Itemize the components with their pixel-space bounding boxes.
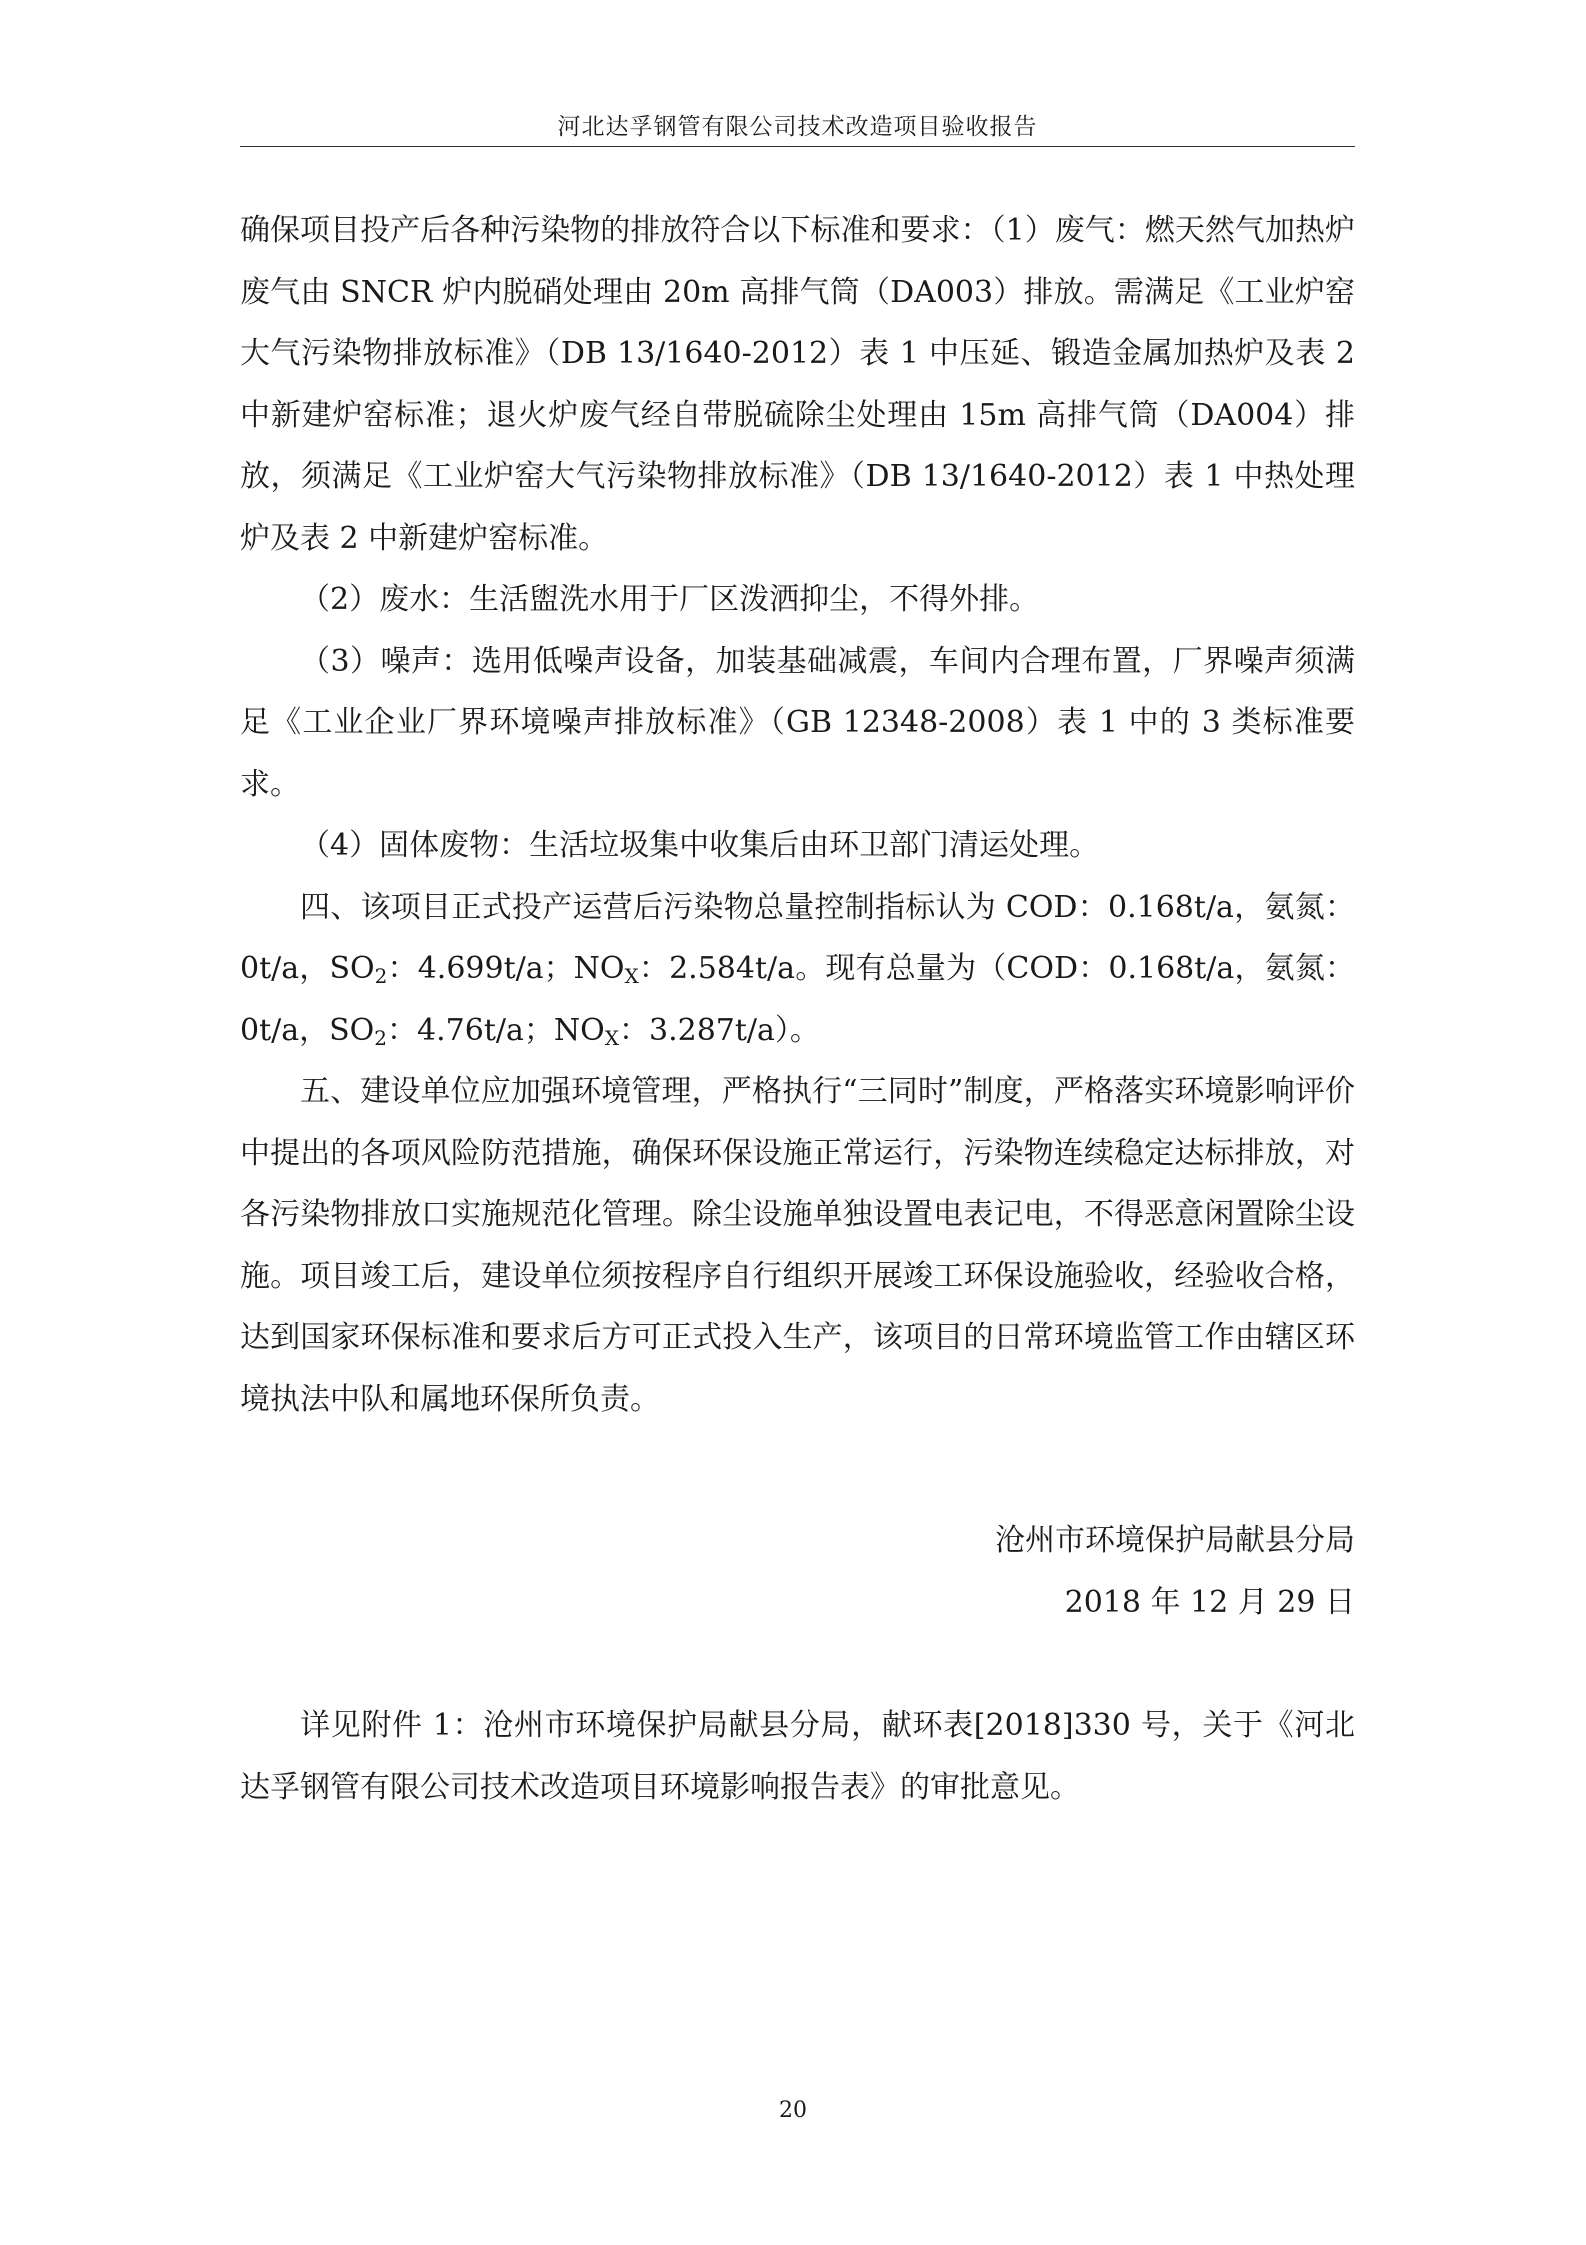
- emission-text-1: 四、该项目正式投产运营后污染物总量控制指标认为 COD：0.168t/a，氨氮：0t/a，SO: [240, 889, 1355, 986]
- page-number: 20: [779, 2098, 807, 2123]
- emission-text-5: ：3.287t/a）。: [618, 1012, 820, 1048]
- subscript-2: 2: [374, 1025, 388, 1050]
- attachment-text: 详见附件 1：沧州市环境保护局献县分局，献环表[2018]330 号，关于《河北达孚钢管有限公司技术改造项目环境影响报告表》的审批意见。: [240, 1708, 1355, 1805]
- subscript-2: 2: [374, 964, 388, 988]
- subscript-x: X: [604, 1025, 619, 1050]
- paragraph-wastewater: （2）废水：生活盥洗水用于厂区泼洒抑尘，不得外排。: [300, 582, 1040, 617]
- emission-text-3: ：2.584t/a。现有总量为（COD：0.168t/a，氨氮：0t/a，SO: [240, 951, 1355, 1048]
- signature-block: [240, 1510, 1355, 1634]
- paragraph-exhaust-gas: 确保项目投产后各种污染物的排放符合以下标准和要求：（1）废气：燃天然气加热炉废气由 SNCR 炉内脱硝处理由 20m 高排气筒（DA003）排放。需满足《工业炉窑大气污染物排放标准》（DB 13/1640-2012）表 1 中压延、锻造金属加热炉及表 2 中新建炉窑标准；退火炉废气经自带脱硫除尘处理由 15m 高排气筒（DA004）排放，须满足《工业炉窑大气污染物排放标准》（DB 13/1640-2012）表 1 中热处理炉及表 2 中新建炉窑标准。: [240, 213, 1355, 556]
- subscript-x: X: [624, 964, 639, 988]
- paragraph-total-emission-control: [240, 877, 1355, 1062]
- report-header-title: 河北达孚钢管有限公司技术改造项目验收报告: [557, 114, 1038, 140]
- emission-text-4: ：4.76t/a；NO: [387, 1012, 605, 1048]
- paragraph-solid-waste: （4）固体废物：生活垃圾集中收集后由环卫部门清运处理。: [300, 828, 1100, 863]
- attachment-note: [240, 1695, 1355, 1819]
- report-body: [240, 200, 1355, 1430]
- paragraph-noise: （3）噪声：选用低噪声设备，加装基础减震，车间内合理布置，厂界噪声须满足《工业企业厂界环境噪声排放标准》（GB 12348-2008）表 1 中的 3 类标准要求。: [240, 643, 1355, 802]
- header-divider: [240, 146, 1355, 147]
- emission-text-2: ：4.699t/a；NO: [387, 951, 625, 986]
- signature-organization: 沧州市环境保护局献县分局: [995, 1523, 1355, 1558]
- signature-date: 2018 年 12 月 29 日: [1064, 1585, 1355, 1620]
- paragraph-environmental-management: 五、建设单位应加强环境管理，严格执行“三同时”制度，严格落实环境影响评价中提出的各项风险防范措施，确保环保设施正常运行，污染物连续稳定达标排放，对各污染物排放口实施规范化管理。除尘设施单独设置电表记电，不得恶意闲置除尘设施。项目竣工后，建设单位须按程序自行组织开展竣工环保设施验收，经验收合格，达到国家环保标准和要求后方可正式投入生产，该项目的日常环境监管工作由辖区环境执法中队和属地环保所负责。: [240, 1074, 1355, 1417]
